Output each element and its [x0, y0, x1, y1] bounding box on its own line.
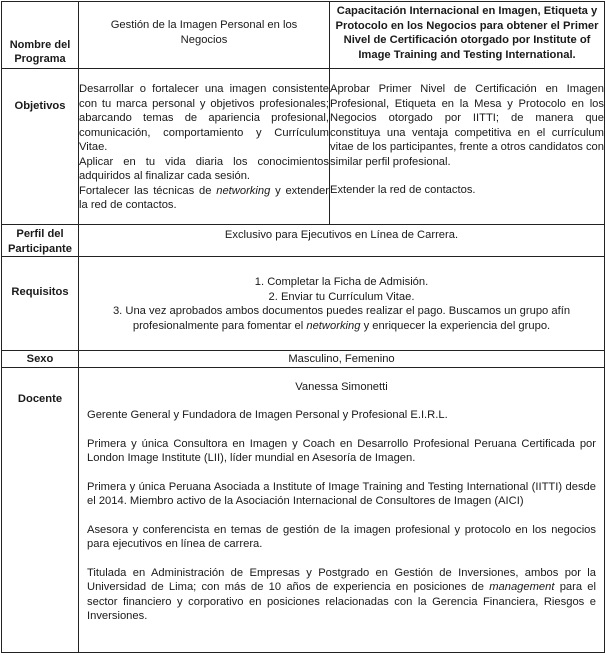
- sexo-label: Sexo: [2, 351, 79, 368]
- docente-name: Vanessa Simonetti: [295, 380, 388, 393]
- objetivo-1-3: Fortalecer las técnicas de networking y extender la red de contactos.: [79, 184, 329, 211]
- docente-bio-2: Primera y única Consultora en Imagen y Coach en Desarrollo Profesional Peruana Certificada por London Image Institute (LII), líder mundial en Asesoría de Imagen.: [87, 437, 596, 464]
- objetivo-1-1: Desarrollar o fortalecer una imagen consistente con tu marca personal y objetivos profesionales; abarcando temas de apariencia profesional, comunicación, comportamiento y Currículum Vitae.: [79, 83, 329, 153]
- objetivo-2-2: Extender la red de contactos.: [330, 184, 476, 196]
- requisito-2: 2. Enviar tu Currículum Vitae.: [268, 290, 415, 303]
- docente-bio-3: Primera y única Peruana Asociada a Institute of Image Training and Testing International (IITTI) desde el 2014. Miembro activo de la Asociación Internacional de Consultores de Imagen (AICI): [87, 480, 596, 507]
- perfil-value: Exclusivo para Ejecutivos en Línea de Carrera.: [79, 225, 605, 257]
- requisitos-row: [2, 257, 605, 351]
- requisito-1: 1. Completar la Ficha de Admisión.: [254, 276, 429, 288]
- objetivos-row: [2, 69, 605, 225]
- header-row: [2, 2, 605, 69]
- docente-row: [2, 367, 605, 652]
- objetivos-program-1: [79, 69, 330, 225]
- docente-bio-4: Asesora y conferencista en temas de gestión de la imagen profesional y protocolo en los negocios para ejecutivos en línea de carrera.: [87, 523, 596, 550]
- program-1-title: Gestión de la Imagen Personal en los Negocios: [79, 2, 330, 69]
- docente-bio-5: Titulada en Administración de Empresas y Postgrado en Gestión de Inversiones, ambos por la Universidad de Lima; con más de 10 años de experiencia en posiciones de management para el sector financiero y corporativo en posiciones relacionadas con la Gerencia Financiera, Riesgos e Inversiones.: [87, 566, 596, 622]
- objetivo-1-2: Aplicar en tu vida diaria los conocimientos adquiridos al finalizar cada sesión.: [79, 155, 329, 182]
- objetivos-label: Objetivos: [2, 69, 79, 225]
- docente-bio-1: Gerente General y Fundadora de Imagen Personal y Profesional E.I.R.L.: [87, 409, 448, 421]
- objetivo-2-1: Aprobar Primer Nivel de Certificación en Imagen Profesional, Etiqueta en la Mesa y Protocolo en los Negocios otorgado por IITTI; de manera que constituya una ventaja competitiva en el currículum vitae de los participantes, frente a otros candidatos con similar perfil profesional.: [330, 83, 604, 168]
- requisito-3: 3. Una vez aprobados ambos documentos puedes realizar el pago. Buscamos un grupo afín profesionalmente para fomentar el networking y enriquecer la experiencia del grupo.: [112, 305, 571, 332]
- program-2-title: Capacitación Internacional en Imagen, Etiqueta y Protocolo en los Negocios para obtener el Primer Nivel de Certificación otorgado por Institute of Image Training and Testing International.: [330, 2, 605, 69]
- requisitos-label: Requisitos: [2, 257, 79, 351]
- sexo-value: Masculino, Femenino: [79, 351, 605, 368]
- perfil-label: Perfil del Participante: [2, 225, 79, 257]
- objetivos-program-2: [330, 69, 605, 225]
- program-name-label: Nombre del Programa: [2, 2, 79, 69]
- docente-label: Docente: [2, 367, 79, 652]
- program-comparison-table: [1, 1, 605, 653]
- sexo-row: [2, 351, 605, 368]
- requisitos-list: [79, 257, 605, 351]
- docente-bio: [79, 367, 605, 652]
- perfil-row: [2, 225, 605, 257]
